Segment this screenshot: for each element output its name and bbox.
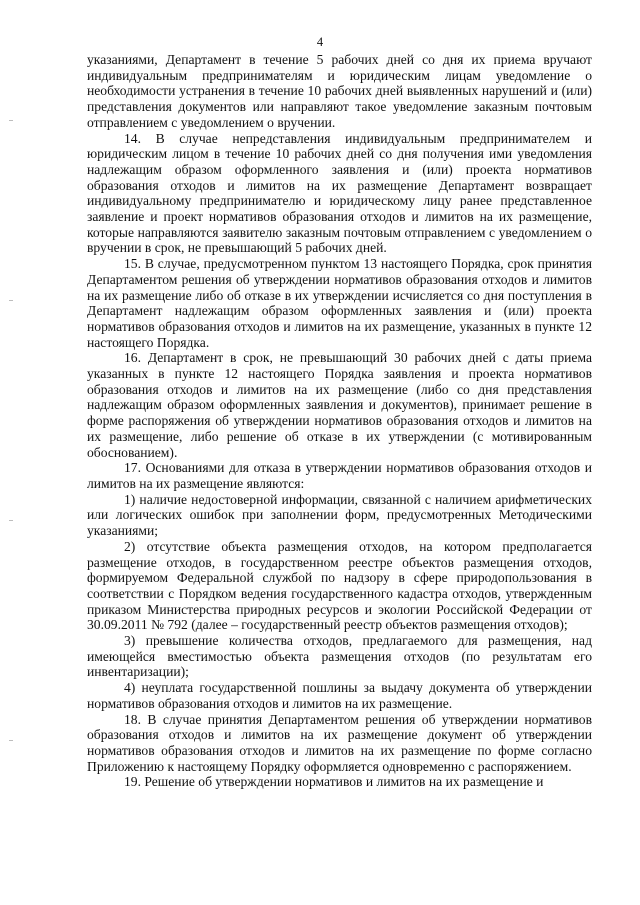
scan-edge-mark: [9, 300, 13, 301]
scan-edge-mark: [9, 740, 13, 741]
paragraph-17-item-2: 2) отсутствие объекта размещения отходов, на котором предполагается размещение отходов, в государственном реестре объектов размещения отходов, формируемом Федеральной службой по надзору в сфере природопользования в соответствии с Порядком ведения государственного кадастра отходов, утвержденным приказом Министерства природных ресурсов и экологии Российской Федерации от 30.09.2011 № 792 (далее – государственный реестр объектов размещения отходов);: [87, 538, 592, 633]
paragraph-18: 18. В случае принятия Департаментом решения об утверждении нормативов образования отходов и лимитов на их размещение документ об утверждении нормативов образования отходов и лимитов на их размещение по форме согласно Приложению к настоящему Порядку оформляется одновременно с распоряжением.: [87, 711, 592, 774]
paragraph-16: 16. Департамент в срок, не превышающий 30 рабочих дней с даты приема указанных в пункте 12 настоящего Порядка заявления и проекта нормативов образования отходов и лимитов на их размещение (либо со дня представления надлежащим образом оформленных заявления и документов), принимает решение в форме распоряжения об утверждении нормативов образования отходов и лимитов на их размещение, либо решение об отказе в их утверждении (с мотивированным обоснованием).: [87, 350, 592, 460]
scan-edge-mark: [9, 520, 13, 521]
page-number: 4: [316, 35, 324, 49]
paragraph-17-item-3: 3) превышение количества отходов, предлагаемого для размещения, над имеющейся вместимостью объекта размещения отходов (по результатам его инвентаризации);: [87, 633, 592, 680]
paragraph-17: 17. Основаниями для отказа в утверждении нормативов образования отходов и лимитов на их размещение являются:: [87, 460, 592, 491]
paragraph-continuation: указаниями, Департамент в течение 5 рабочих дней со дня их приема вручают индивидуальным предпринимателям и юридическим лицам уведомление о необходимости устранения в течение 10 рабочих дней выявленных нарушений и (или) представления документов или направляют такое уведомление заказным почтовым отправлением с уведомлением о вручении.: [87, 52, 592, 130]
paragraph-17-item-4: 4) неуплата государственной пошлины за выдачу документа об утверждении нормативов образования отходов и лимитов на их размещение.: [87, 680, 592, 711]
scan-edge-mark: [9, 120, 13, 121]
paragraph-19: 19. Решение об утверждении нормативов и лимитов на их размещение и: [124, 774, 544, 790]
paragraph-17-item-1: 1) наличие недостоверной информации, связанной с наличием арифметических или логических ошибок при заполнении форм, предусмотренных Методическими указаниями;: [87, 491, 592, 539]
document-body: [87, 52, 592, 790]
paragraph-14: 14. В случае непредставления индивидуальным предпринимателем и юридическим лицом в течение 10 рабочих дней со дня получения ими уведомления надлежащим образом оформленного заявления и (или) проекта нормативов образования отходов и лимитов на их размещение Департамент возвращает индивидуальному предпринимателю и юридическому лицу ранее представленное заявление и проект нормативов образования отходов и лимитов на их размещение, которые направляются заявителю заказным почтовым отправлением с уведомлением о вручении в срок, не превышающий 5 рабочих дней.: [87, 130, 592, 256]
paragraph-15: 15. В случае, предусмотренном пунктом 13 настоящего Порядка, срок принятия Департаментом решения об утверждении нормативов образования отходов и лимитов на их размещение либо об отказе в их утверждении исчисляется со дня поступления в Департамент надлежащим образом оформленных заявления и (или) проекта нормативов образования отходов и лимитов на их размещение, указанных в пункте 12 настоящего Порядка.: [87, 256, 592, 350]
